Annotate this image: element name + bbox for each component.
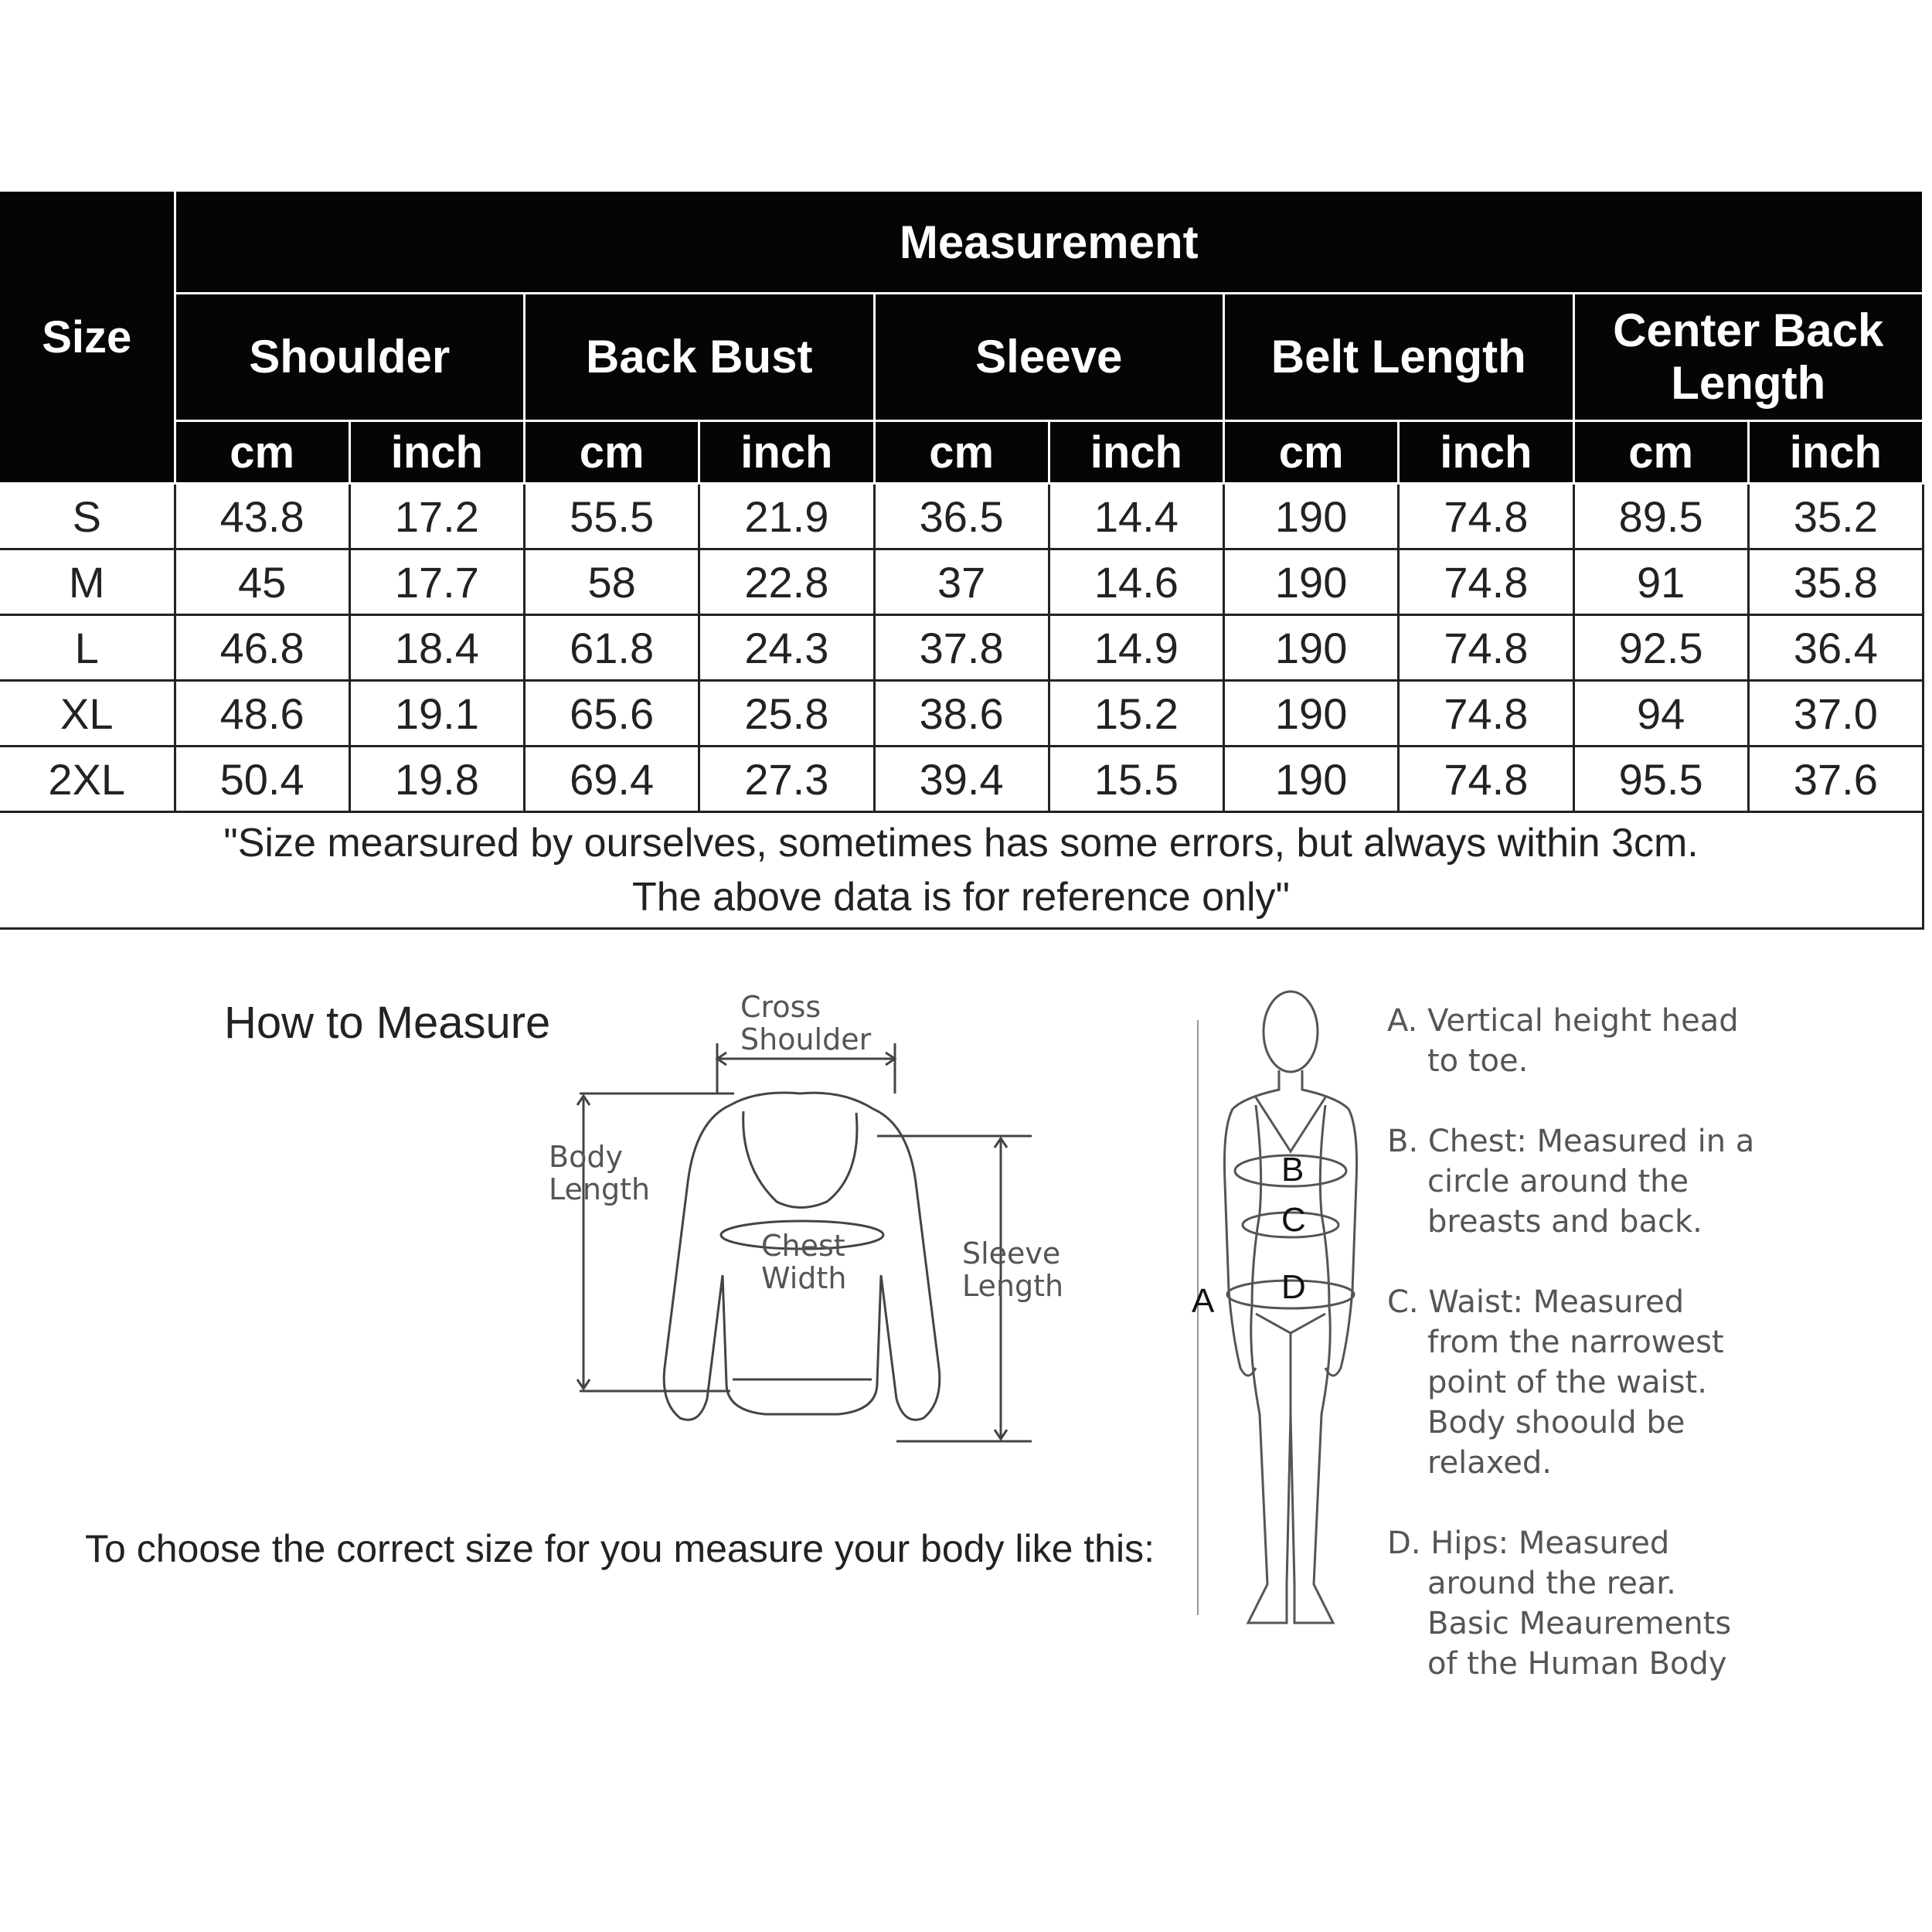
value-cell: 43.8 [175,484,349,549]
reference-note-line1: "Size mearsured by ourselves, sometimes has some errors, but always within 3cm. [223,821,1699,866]
table-row [0,747,1923,812]
value-cell: 37 [874,549,1049,615]
legend-text: Basic Meaurements [1427,1606,1732,1641]
shoulder-header: Shoulder [175,294,525,421]
value-cell: 14.9 [1049,615,1223,681]
legend-text: from the narrowest [1427,1325,1724,1360]
table-row [0,615,1923,681]
value-cell: 50.4 [175,747,349,812]
unit-inch: inch [1049,421,1223,484]
value-cell: 37.6 [1748,747,1923,812]
legend-item [1387,1121,1789,1242]
value-cell: 74.8 [1399,615,1573,681]
value-cell: 17.2 [349,484,524,549]
value-cell: 55.5 [525,484,699,549]
value-cell: 92.5 [1573,615,1748,681]
sleeve-length-label-2: Length [962,1269,1064,1303]
legend-heading: D. Hips: Measured [1387,1526,1670,1561]
unit-inch: inch [699,421,874,484]
value-cell: 35.2 [1748,484,1923,549]
legend-item [1387,1282,1789,1483]
legend-text: to toe. [1427,1043,1529,1079]
unit-cm: cm [1224,421,1399,484]
measurement-legend [1387,1001,1789,1724]
human-figure-sketch [1224,992,1356,1623]
value-cell: 61.8 [525,615,699,681]
unit-cm: cm [1573,421,1748,484]
value-cell: 38.6 [874,681,1049,747]
choose-size-instruction: To choose the correct size for you measure your body like this: [85,1527,1155,1570]
legend-item [1387,1523,1789,1684]
unit-cm: cm [175,421,349,484]
size-cell: M [0,549,175,615]
value-cell: 15.2 [1049,681,1223,747]
back-bust-header: Back Bust [525,294,875,421]
value-cell: 17.7 [349,549,524,615]
value-cell: 74.8 [1399,747,1573,812]
marker-b: B [1281,1151,1304,1189]
size-cell: XL [0,681,175,747]
value-cell: 21.9 [699,484,874,549]
value-cell: 95.5 [1573,747,1748,812]
legend-text: around the rear. [1427,1566,1676,1601]
cross-shoulder-label-2: Shoulder [740,1022,872,1056]
value-cell: 190 [1224,484,1399,549]
belt-length-header: Belt Length [1224,294,1574,421]
reference-note [0,812,1923,929]
value-cell: 27.3 [699,747,874,812]
value-cell: 36.5 [874,484,1049,549]
value-cell: 190 [1224,747,1399,812]
value-cell: 18.4 [349,615,524,681]
legend-item [1387,1001,1789,1081]
value-cell: 46.8 [175,615,349,681]
value-cell: 65.6 [525,681,699,747]
value-cell: 14.4 [1049,484,1223,549]
body-length-label-2: Length [549,1172,651,1206]
value-cell: 190 [1224,549,1399,615]
value-cell: 22.8 [699,549,874,615]
body-length-label-1: Body [549,1140,623,1174]
unit-inch: inch [349,421,524,484]
size-chart-table [0,192,1924,930]
legend-text: circle around the [1427,1164,1689,1199]
value-cell: 24.3 [699,615,874,681]
table-row [0,549,1923,615]
value-cell: 36.4 [1748,615,1923,681]
marker-a: A [1192,1282,1215,1320]
sleeve-header: Sleeve [874,294,1224,421]
measurement-header: Measurement [175,192,1923,294]
body-measure-diagram [1175,981,1376,1662]
legend-heading: B. Chest: Measured in a [1387,1124,1755,1159]
value-cell: 74.8 [1399,681,1573,747]
value-cell: 15.5 [1049,747,1223,812]
value-cell: 190 [1224,681,1399,747]
legend-text: relaxed. [1427,1445,1552,1481]
marker-c: C [1281,1201,1306,1239]
center-back-length-header: Center Back Length [1573,294,1923,421]
value-cell: 58 [525,549,699,615]
garment-measure-diagram [533,981,1090,1461]
table-row [0,484,1923,549]
value-cell: 35.8 [1748,549,1923,615]
chest-width-label-1: Chest [761,1229,845,1263]
value-cell: 39.4 [874,747,1049,812]
legend-text: breasts and back. [1427,1204,1702,1240]
value-cell: 48.6 [175,681,349,747]
value-cell: 37.0 [1748,681,1923,747]
unit-inch: inch [1399,421,1573,484]
sleeve-length-label-1: Sleeve [962,1236,1061,1270]
value-cell: 19.8 [349,747,524,812]
value-cell: 45 [175,549,349,615]
unit-header-row [0,421,1923,484]
unit-cm: cm [874,421,1049,484]
value-cell: 25.8 [699,681,874,747]
value-cell: 69.4 [525,747,699,812]
value-cell: 74.8 [1399,549,1573,615]
value-cell: 91 [1573,549,1748,615]
legend-heading: C. Waist: Measured [1387,1284,1685,1320]
how-to-measure-title: How to Measure [224,998,551,1048]
table-row [0,681,1923,747]
marker-d: D [1281,1268,1306,1306]
unit-inch: inch [1748,421,1923,484]
value-cell: 89.5 [1573,484,1748,549]
size-cell: S [0,484,175,549]
value-cell: 19.1 [349,681,524,747]
chest-width-label-2: Width [761,1261,847,1295]
size-header: Size [0,192,175,484]
cross-shoulder-label-1: Cross [740,990,821,1024]
value-cell: 94 [1573,681,1748,747]
legend-text: point of the waist. [1427,1365,1707,1400]
value-cell: 74.8 [1399,484,1573,549]
reference-note-line2: The above data is for reference only" [632,875,1290,920]
value-cell: 37.8 [874,615,1049,681]
legend-text: Body shoould be [1427,1405,1685,1440]
unit-cm: cm [525,421,699,484]
value-cell: 190 [1224,615,1399,681]
size-cell: L [0,615,175,681]
value-cell: 14.6 [1049,549,1223,615]
legend-heading: A. Vertical height head [1387,1003,1739,1039]
legend-text: of the Human Body [1427,1646,1727,1682]
size-cell: 2XL [0,747,175,812]
